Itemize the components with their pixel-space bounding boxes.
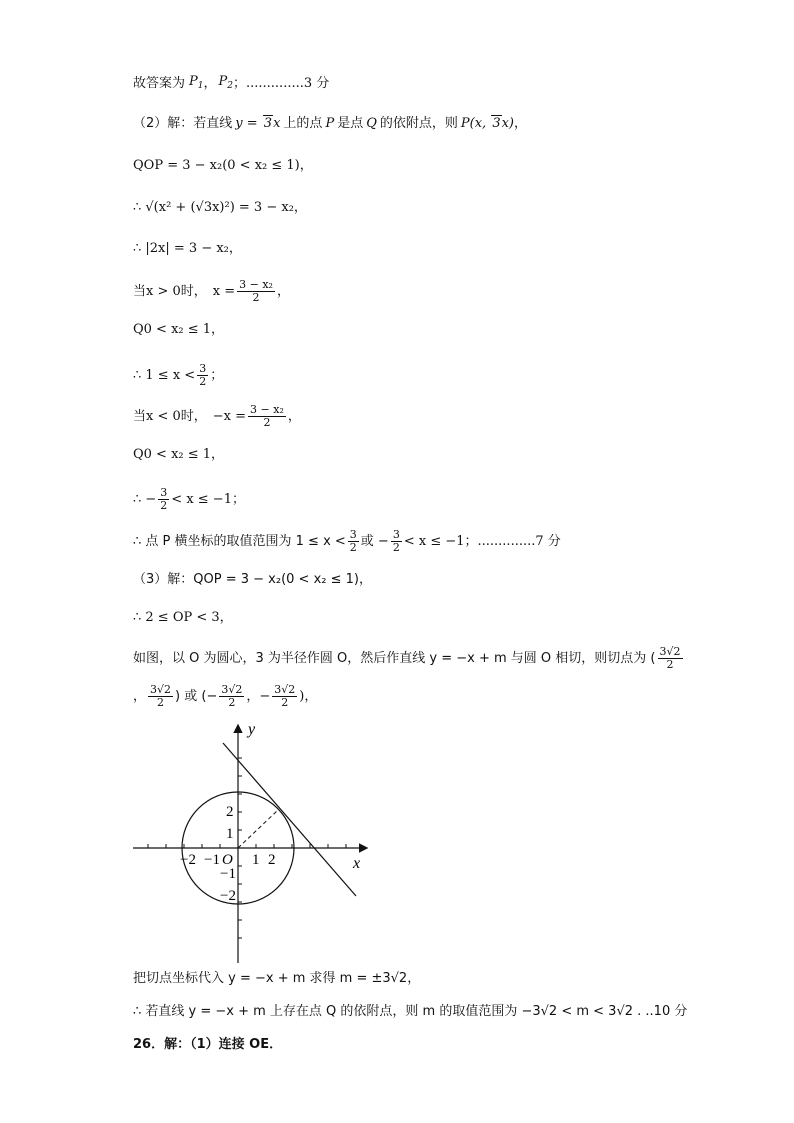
axis-y-label: y [248,721,256,738]
line-range-1 [133,322,224,338]
frac-range-b [391,529,402,554]
line-result-positive [133,363,223,388]
y-tick-label: −2 [220,888,236,904]
frac-den: 2 [228,696,236,709]
text-when: 当 [133,408,147,424]
frac-num: 3 [199,362,207,375]
m-range-text: ∴ 若直线 y = −x + m 上存在点 Q 的依附点，则 m 的取值范围为 −3√2 < m < 3√2 . ..10 分 [133,1004,688,1019]
frac-num: 3 − x₂ [250,403,284,416]
cond-positive: x > 0时， [146,283,207,299]
line-substitute [133,971,420,987]
radius-dashed [238,810,278,848]
line-case-positive: 当 x > 0时， x = $\frac{\text{3 − x₂}}{2}$ ， [133,278,290,304]
solution-2-intro: （2）解：若直线 y = 3x 上的点 P 是点 Q 的依附点，则 P(x, 3x) ， [133,116,528,131]
text-dependent: 的依附点，则 [379,116,458,131]
eq-neg-x: −x = [212,408,247,424]
line-m-range [133,1004,687,1020]
frac-num: 3 [392,528,400,541]
eq-result-tail: ； [210,367,224,383]
text-or: 或 − [360,533,389,549]
line-range-conclusion [133,529,561,554]
frac-den: 2 [252,291,260,304]
eq-op-range: ∴ 2 ≤ OP < 3， [133,610,233,625]
frac-range-a [348,529,359,554]
frac-neg-three-halves [158,487,169,512]
frac-tangent-y1 [148,684,173,709]
frac-den: 2 [666,658,674,671]
range-conclusion-text: ∴ 点 P 横坐标的取值范围为 1 ≤ x < [133,533,346,549]
math-point-q: Q [366,116,377,131]
eq-range-2: Q0 < x₂ ≤ 1， [133,447,225,462]
axis-x-label: x [353,855,361,872]
math-line-eq: y = 3x [235,116,281,131]
line-qop [133,158,313,174]
construction-text: 如图，以 O 为圆心，3 为半径作圆 O，然后作直线 y = −x + m 与圆 O 相切，则切点为 ( [133,650,656,666]
y-tick-label: −1 [220,866,236,882]
substitute-text: 把切点坐标代入 y = −x + m 求得 m = ±3√2， [133,971,421,986]
y-tick-label: 1 [226,826,234,842]
text-when: 当 [133,283,147,299]
text-comma: ， [133,688,147,704]
frac-tangent-x1 [658,646,683,671]
math-point-coords: P(x, 3x) [460,116,514,131]
frac-den: 2 [392,541,400,554]
math-point-p: P [325,116,335,131]
frac-num: 3√2 [150,683,172,696]
frac-three-halves [197,363,208,388]
eq-result-prefix: ∴ 1 ≤ x < [133,367,196,383]
eq-neg-tail: < x ≤ −1； [171,491,245,507]
line-abs [133,241,242,257]
frac-den: 2 [160,499,168,512]
text-comma-neg: ，− [246,688,271,704]
frac-case-positive [237,279,275,304]
math-p2: $P_2$ [218,74,233,91]
answer-prefix: 故答案为 [133,76,186,91]
frac-num: 3 [160,486,168,499]
text-close: )， [299,688,318,704]
line-op-range [133,610,233,626]
frac-num: 3√2 [221,683,243,696]
frac-den: 2 [281,696,289,709]
eq-range-1: Q0 < x₂ ≤ 1， [133,322,225,337]
frac-den: 2 [263,416,271,429]
text-or-point: ) 或 (− [175,688,218,704]
eq-x: x = [212,283,236,299]
line-construction [133,646,685,671]
x-tick-label: 2 [268,852,276,868]
part2-label: （2）解：若直线 [133,116,233,131]
line-tangent-points [133,684,317,709]
x-tick-label: −1 [204,852,220,868]
frac-num: 3√2 [274,683,296,696]
frac-tangent-y2 [272,684,297,709]
frac-den: 2 [199,375,207,388]
x-tick-label: −2 [180,852,196,868]
eq-abs: ∴ |2x| = 3 − x₂， [133,241,242,256]
question-26 [133,1037,282,1053]
math-p1: $P_1$ [189,74,204,91]
frac-num: 3√2 [659,645,681,658]
origin-label: O [222,852,233,868]
x-tick-label: 1 [252,852,260,868]
score-3: ；..............3 分 [233,76,330,91]
eq-sqrt: ∴ √(x² + (√3x)²) = 3 − x₂， [133,200,307,215]
frac-den: 2 [349,541,357,554]
text-is-point: 是点 [337,116,364,131]
y-tick-label: 2 [226,804,234,820]
frac-num: 3 [349,528,357,541]
eq-neg-prefix: ∴ − [133,491,157,507]
tangent-line [223,743,356,896]
q26-text: 26．解：（1）连接 OE． [133,1037,283,1052]
line-result-negative [133,487,245,512]
part3-label: （3）解：QOP = 3 − x₂(0 < x₂ ≤ 1)， [133,572,372,587]
frac-num: 3 − x₂ [239,278,273,291]
text-on-point: 上的点 [283,116,323,131]
line-range-2 [133,447,224,463]
solution-3-intro [133,572,372,588]
frac-tangent-x2 [219,684,244,709]
score-7: < x ≤ −1；..............7 分 [403,533,561,549]
frac-den: 2 [157,696,165,709]
answer-line-1: 故答案为 $P_1$ ， $P_2$ ；..............3 分 [133,74,329,94]
coordinate-figure [128,718,378,968]
cond-negative: x < 0时， [146,408,207,424]
frac-case-negative [248,404,286,429]
line-case-negative: 当 x < 0时， −x = $\frac{\text{3 − x₂}}{2}$ ， [133,403,301,429]
line-sqrt [133,200,307,216]
eq-qop: QOP = 3 − x₂(0 < x₂ ≤ 1)， [133,158,313,173]
